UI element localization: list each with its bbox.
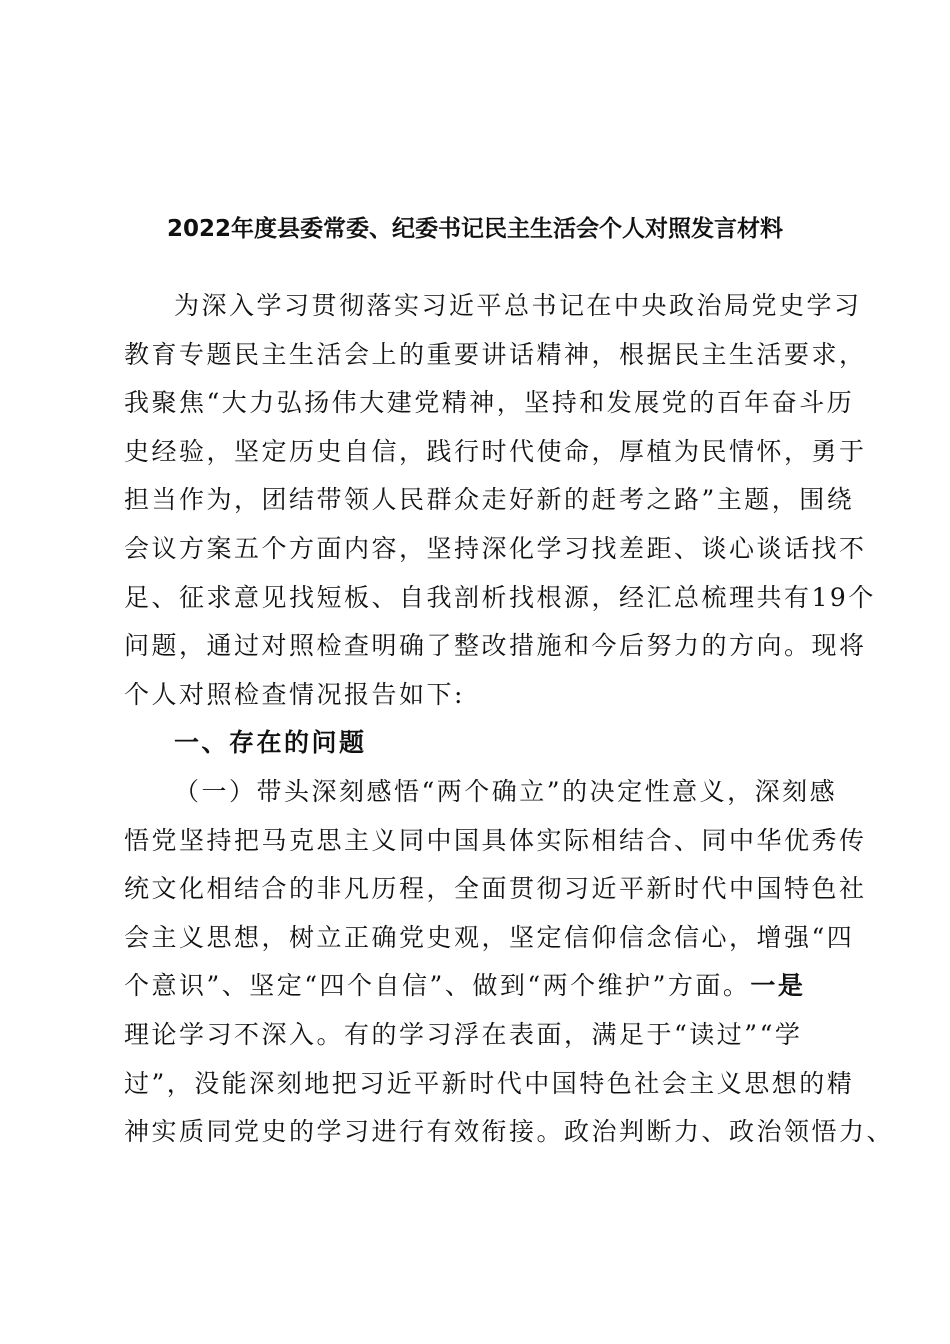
paragraph-text: 个意识”、坚定“四个自信”、做到“两个维护”方面。 [124, 971, 751, 1001]
paragraph-line: 理论学习不深入。有的学习浮在表面，满足于“读过”“学 [124, 1019, 803, 1049]
paragraph-line: 问题，通过对照检查明确了整改措施和今后努力的方向。现将 [124, 631, 867, 661]
paragraph-line [124, 962, 834, 1011]
paragraph-line: 过”，没能深刻地把习近平新时代中国特色社会主义思想的精 [124, 1068, 855, 1098]
paragraph-line: 会议方案五个方面内容，坚持深化学习找差距、谈心谈话找不 [124, 533, 867, 563]
paragraph-line: 足、征求意见找短板、自我剖析找根源，经汇总梳理共有19个 [124, 582, 876, 612]
paragraph-line: 教育专题民主生活会上的重要讲话精神，根据民主生活要求， [124, 339, 867, 369]
document-body [124, 282, 895, 1157]
bold-marker: 一是 [750, 971, 806, 1001]
paragraph-line: 个人对照检查情况报告如下: [124, 679, 465, 709]
document-title: 2022年度县委常委、纪委书记民主生活会个人对照发言材料 [166, 216, 783, 242]
section-heading: 一、存在的问题 [174, 728, 367, 758]
paragraph-line: 神实质同党史的学习进行有效衔接。政治判断力、政治领悟力、 [124, 1117, 895, 1147]
paragraph-line: （一）带头深刻感悟“两个确立”的决定性意义，深刻感 [174, 776, 838, 806]
paragraph-line: 史经验，坚定历史自信，践行时代使命，厚植为民情怀，勇于 [124, 436, 867, 466]
paragraph-line: 为深入学习贯彻落实习近平总书记在中央政治局党史学习 [174, 291, 862, 320]
paragraph-line: 统文化相结合的非凡历程，全面贯彻习近平新时代中国特色社 [124, 874, 867, 904]
paragraph-line: 会主义思想，树立正确党史观，坚定信仰信念信心，增强“四 [124, 922, 855, 952]
paragraph-line: 担当作为，团结带领人民群众走好新的赶考之路”主题，围绕 [124, 485, 855, 515]
paragraph-line: 我聚焦“大力弘扬伟大建党精神，坚持和发展党的百年奋斗历 [124, 388, 855, 418]
paragraph-line: 悟党坚持把马克思主义同中国具体实际相结合、同中华优秀传 [124, 825, 867, 855]
